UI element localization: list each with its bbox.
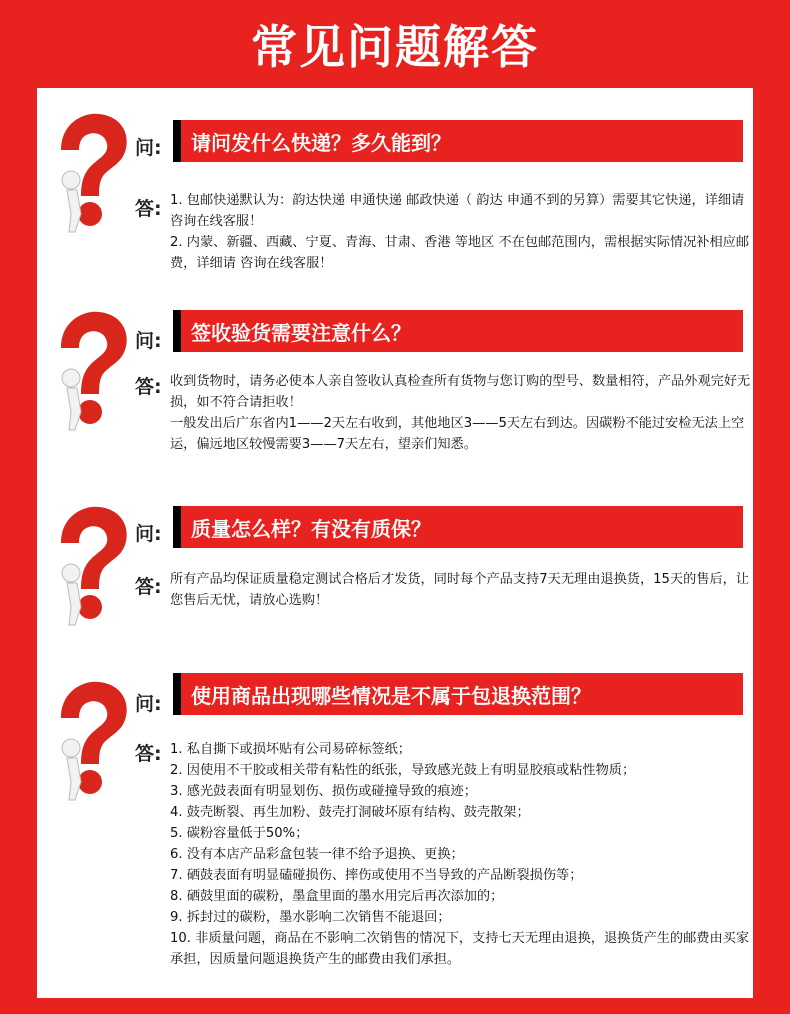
answer-line: 收到货物时，请务必使本人亲自签收认真检查所有货物与您订购的型号、数量相符，产品外观完好无损，如不符合请拒收！	[170, 374, 751, 410]
question-mark-figure-icon	[47, 110, 133, 240]
answer-line: 9. 拆封过的碳粉，墨水影响二次销售不能退回；	[170, 910, 451, 925]
answer-text	[170, 190, 752, 274]
answer-text	[170, 569, 752, 611]
answer-line: 1. 私自撕下或损坏贴有公司易碎标签纸；	[170, 742, 411, 757]
answer-line: 一般发出后广东省内1——2天左右收到，其他地区3——5天左右到达。因碳粉不能过安检无法上空运，偏远地区较慢需要3——7天左右，望亲们知悉。	[170, 416, 745, 452]
answer-line: 1. 包邮快递默认为：韵达快递 申通快递 邮政快递（ 韵达 申通不到的另算）需要其它快递，详细请咨询在线客服！	[170, 193, 745, 229]
question-text: 质量怎么样？有没有质保？	[191, 516, 431, 541]
question-text: 使用商品出现哪些情况是不属于包退换范围？	[191, 683, 591, 708]
answer-label: 答:	[135, 376, 162, 398]
answer-label: 答:	[135, 743, 162, 765]
faq-panel	[37, 88, 753, 998]
header	[0, 0, 790, 88]
answer-line: 6. 没有本店产品彩盒包装一律不给予退换、更换；	[170, 847, 464, 862]
answer-label: 答:	[135, 198, 162, 220]
question-text: 请问发什么快递？多久能到？	[191, 130, 451, 155]
answer-line: 7. 硒鼓表面有明显磕碰损伤、摔伤或使用不当导致的产品断裂损伤等；	[170, 868, 583, 883]
answer-label: 答:	[135, 576, 162, 598]
answer-line: 8. 硒鼓里面的碳粉，墨盒里面的墨水用完后再次添加的；	[170, 889, 504, 904]
question-label: 问:	[135, 137, 162, 159]
answer-text	[170, 371, 752, 455]
answer-line: 10. 非质量问题，商品在不影响二次销售的情况下，支持七天无理由退换，退换货产生的邮费由买家承担，因质量问题退换货产生的邮费由我们承担。	[170, 931, 750, 967]
answer-text	[170, 739, 752, 970]
question-mark-figure-icon	[47, 308, 133, 438]
question-mark-figure-icon	[47, 678, 133, 808]
answer-line: 所有产品均保证质量稳定测试合格后才发货，同时每个产品支持7天无理由退换货，15天的售后，让您售后无忧，请放心选购！	[170, 572, 750, 608]
question-bar	[173, 310, 743, 352]
question-label: 问:	[135, 693, 162, 715]
page-title: 常见问题解答	[251, 20, 539, 74]
question-label: 问:	[135, 523, 162, 545]
question-text: 签收验货需要注意什么？	[191, 320, 411, 345]
question-bar	[173, 506, 743, 548]
answer-line: 4. 鼓壳断裂、再生加粉、鼓壳打洞破坏原有结构、鼓壳散架；	[170, 805, 530, 820]
question-label: 问:	[135, 330, 162, 352]
question-mark-figure-icon	[47, 503, 133, 633]
question-bar	[173, 120, 743, 162]
answer-line: 2. 因使用不干胶或相关带有粘性的纸张，导致感光鼓上有明显胶痕或粘性物质；	[170, 763, 636, 778]
question-bar	[173, 673, 743, 715]
answer-line: 3. 感光鼓表面有明显划伤、损伤或碰撞导致的痕迹；	[170, 784, 477, 799]
answer-line: 2. 内蒙、新疆、西藏、宁夏、青海、甘肃、香港 等地区 不在包邮范围内，需根据实际情况补相应邮费，详细请 咨询在线客服！	[170, 235, 750, 271]
answer-line: 5. 碳粉容量低于50%；	[170, 826, 309, 841]
